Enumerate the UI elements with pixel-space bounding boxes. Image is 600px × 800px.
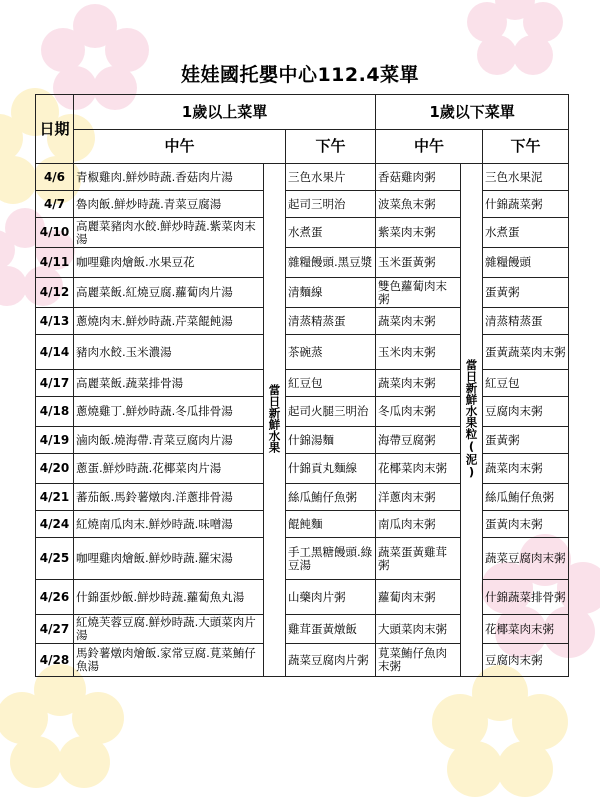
under1-afternoon-header: 下午 (483, 130, 569, 164)
under1-afternoon-cell: 蛋黃粥 (483, 427, 569, 454)
under1-noon-cell: 波菜魚末粥 (376, 191, 461, 218)
over1-afternoon-cell: 雞茸蛋黃燉飯 (286, 615, 376, 644)
menu-row (36, 248, 569, 278)
under1-noon-cell: 蔬菜肉末粥 (376, 308, 461, 335)
menu-row (36, 308, 569, 335)
over1-afternoon-cell: 山藥肉片粥 (286, 580, 376, 615)
under1-noon-cell: 蔬菜肉末粥 (376, 370, 461, 397)
date-cell: 4/21 (36, 484, 74, 511)
over1-afternoon-cell: 雜糧饅頭.黑豆漿 (286, 248, 376, 278)
under1-afternoon-cell: 豆腐肉末粥 (483, 397, 569, 427)
menu-row (36, 615, 569, 644)
under1-noon-cell: 香菇雞肉粥 (376, 164, 461, 191)
date-cell: 4/24 (36, 511, 74, 538)
date-cell: 4/12 (36, 278, 74, 308)
menu-row (36, 511, 569, 538)
over1-noon-cell: 馬鈴薯燉肉燴飯.家常豆腐.莧菜鮪仔魚湯 (74, 644, 264, 677)
menu-row (36, 538, 569, 580)
over1-noon-cell: 豬肉水餃.玉米濃湯 (74, 335, 264, 370)
menu-row (36, 644, 569, 677)
flower-bottom-right-yellow (432, 665, 568, 797)
under1-noon-cell: 雙色蘿蔔肉末粥 (376, 278, 461, 308)
under1-afternoon-cell: 三色水果泥 (483, 164, 569, 191)
over1-fruit-note: 當日新鮮水果 (267, 384, 282, 453)
date-cell: 4/19 (36, 427, 74, 454)
under1-afternoon-cell: 蔬菜肉末粥 (483, 454, 569, 484)
over1-afternoon-cell: 什錦貢丸麵線 (286, 454, 376, 484)
under1-afternoon-cell: 什錦蔬菜粥 (483, 191, 569, 218)
under1-afternoon-cell: 豆腐肉末粥 (483, 644, 569, 677)
under1-afternoon-cell: 蔬菜豆腐肉末粥 (483, 538, 569, 580)
under1-noon-cell: 南瓜肉末粥 (376, 511, 461, 538)
over1-afternoon-cell: 什錦湯麵 (286, 427, 376, 454)
flower-bottom-left (0, 664, 124, 788)
over1-noon-cell: 紅燒南瓜肉末.鮮炒時蔬.味噌湯 (74, 511, 264, 538)
over1-noon-cell: 什錦蛋炒飯.鮮炒時蔬.蘿蔔魚丸湯 (74, 580, 264, 615)
over1-noon-cell: 蔥燒雞丁.鮮炒時蔬.冬瓜排骨湯 (74, 397, 264, 427)
under1-afternoon-cell: 雜糧饅頭 (483, 248, 569, 278)
menu-row (36, 484, 569, 511)
date-cell: 4/7 (36, 191, 74, 218)
under1-noon-header: 中午 (376, 130, 483, 164)
under1-afternoon-cell: 什錦蔬菜排骨粥 (483, 580, 569, 615)
over1-afternoon-cell: 水煮蛋 (286, 218, 376, 248)
under1-afternoon-cell: 絲瓜鮪仔魚粥 (483, 484, 569, 511)
menu-table (35, 94, 569, 677)
date-cell: 4/25 (36, 538, 74, 580)
under1-afternoon-cell: 蛋黃蔬菜肉末粥 (483, 335, 569, 370)
date-cell: 4/13 (36, 308, 74, 335)
date-cell: 4/17 (36, 370, 74, 397)
under1-noon-cell: 海帶豆腐粥 (376, 427, 461, 454)
under1-fruit-note-column (461, 164, 483, 677)
over1-noon-cell: 高麗菜飯.紅燒豆腐.蘿蔔肉片湯 (74, 278, 264, 308)
under1-fruit-note: 當日新鮮水果粒(泥) (464, 358, 479, 479)
over1-noon-cell: 蕃茄飯.馬鈴薯燉肉.洋蔥排骨湯 (74, 484, 264, 511)
under1-noon-cell: 洋蔥肉末粥 (376, 484, 461, 511)
date-cell: 4/28 (36, 644, 74, 677)
under1-noon-cell: 冬瓜肉末粥 (376, 397, 461, 427)
over1-afternoon-cell: 起司三明治 (286, 191, 376, 218)
under1-noon-cell: 花椰菜肉末粥 (376, 454, 461, 484)
date-cell: 4/20 (36, 454, 74, 484)
over1-afternoon-cell: 紅豆包 (286, 370, 376, 397)
over1-afternoon-cell: 手工黑糖饅頭.綠豆湯 (286, 538, 376, 580)
page-title: 娃娃國托嬰中心112.4菜單 (180, 64, 420, 86)
over1-noon-cell: 高麗菜飯.蔬菜排骨湯 (74, 370, 264, 397)
over1-noon-cell: 咖哩雞肉燴飯.鮮炒時蔬.羅宋湯 (74, 538, 264, 580)
menu-row (36, 191, 569, 218)
over1-noon-cell: 魯肉飯.鮮炒時蔬.青菜豆腐湯 (74, 191, 264, 218)
over1-afternoon-cell: 餛飩麵 (286, 511, 376, 538)
under1-noon-cell: 玉米肉末粥 (376, 335, 461, 370)
over1-noon-cell: 青椒雞肉.鮮炒時蔬.香菇肉片湯 (74, 164, 264, 191)
date-cell: 4/11 (36, 248, 74, 278)
over1-afternoon-header: 下午 (286, 130, 376, 164)
menu-row (36, 164, 569, 191)
under1-noon-cell: 蔬菜蛋黃雞茸粥 (376, 538, 461, 580)
under1-noon-cell: 蘿蔔肉末粥 (376, 580, 461, 615)
under1-afternoon-cell: 清蒸精蒸蛋 (483, 308, 569, 335)
over1-afternoon-cell: 三色水果片 (286, 164, 376, 191)
menu-row (36, 427, 569, 454)
date-cell: 4/6 (36, 164, 74, 191)
menu-row (36, 218, 569, 248)
menu-row (36, 397, 569, 427)
over1-fruit-note-column (264, 164, 286, 677)
date-header: 日期 (36, 95, 74, 164)
menu-row (36, 278, 569, 308)
over1-noon-cell: 蔥蛋.鮮炒時蔬.花椰菜肉片湯 (74, 454, 264, 484)
under1-noon-cell: 紫菜肉末粥 (376, 218, 461, 248)
menu-row (36, 454, 569, 484)
over1-afternoon-cell: 清麵線 (286, 278, 376, 308)
under1-menu-header: 1歲以下菜單 (376, 95, 569, 130)
over1-afternoon-cell: 茶碗蒸 (286, 335, 376, 370)
under1-noon-cell: 大頭菜肉末粥 (376, 615, 461, 644)
under1-noon-cell: 玉米蛋黃粥 (376, 248, 461, 278)
date-cell: 4/14 (36, 335, 74, 370)
menu-body (36, 164, 569, 677)
under1-noon-cell: 莧菜鮪仔魚肉末粥 (376, 644, 461, 677)
under1-afternoon-cell: 蛋黃粥 (483, 278, 569, 308)
over1-noon-cell: 滷肉飯.燒海帶.青菜豆腐肉片湯 (74, 427, 264, 454)
menu-row (36, 580, 569, 615)
over1-noon-header: 中午 (74, 130, 286, 164)
menu-row (36, 335, 569, 370)
over1-menu-header: 1歲以上菜單 (74, 95, 376, 130)
over1-noon-cell: 高麗菜豬肉水餃.鮮炒時蔬.紫菜肉末湯 (74, 218, 264, 248)
over1-afternoon-cell: 絲瓜鮪仔魚粥 (286, 484, 376, 511)
under1-afternoon-cell: 花椰菜肉末粥 (483, 615, 569, 644)
over1-afternoon-cell: 起司火腿三明治 (286, 397, 376, 427)
date-cell: 4/26 (36, 580, 74, 615)
over1-noon-cell: 蔥燒肉末.鮮炒時蔬.芹菜餛飩湯 (74, 308, 264, 335)
over1-afternoon-cell: 蔬菜豆腐肉片粥 (286, 644, 376, 677)
under1-afternoon-cell: 紅豆包 (483, 370, 569, 397)
date-cell: 4/10 (36, 218, 74, 248)
under1-afternoon-cell: 蛋黃肉末粥 (483, 511, 569, 538)
menu-row (36, 370, 569, 397)
over1-noon-cell: 咖哩雞肉燴飯.水果豆花 (74, 248, 264, 278)
date-cell: 4/27 (36, 615, 74, 644)
over1-noon-cell: 紅燒芙蓉豆腐.鮮炒時蔬.大頭菜肉片湯 (74, 615, 264, 644)
under1-afternoon-cell: 水煮蛋 (483, 218, 569, 248)
over1-afternoon-cell: 清蒸精蒸蛋 (286, 308, 376, 335)
date-cell: 4/18 (36, 397, 74, 427)
